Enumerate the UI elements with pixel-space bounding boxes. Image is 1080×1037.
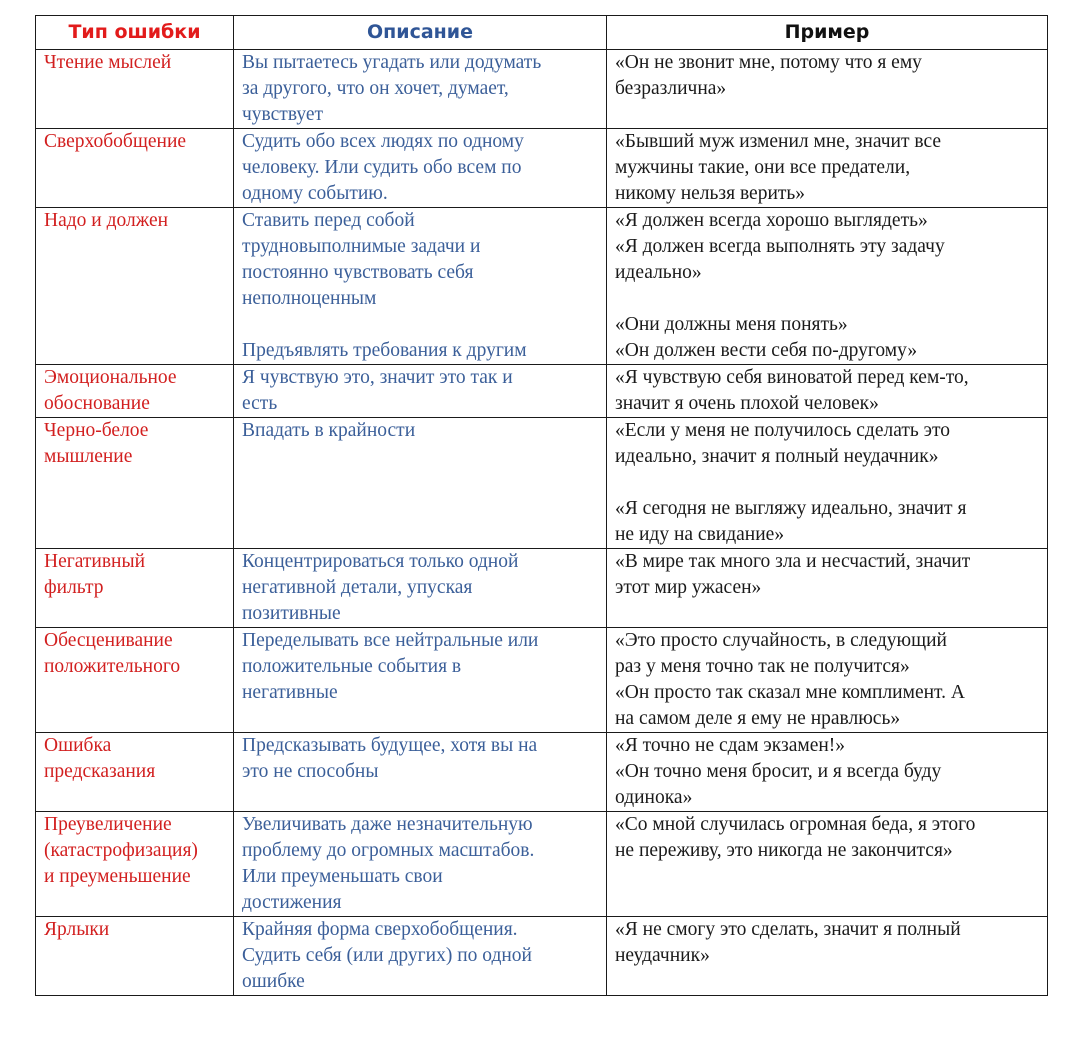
description-cell [234, 549, 607, 628]
text-line: «Я точно не сдам экзамен!» [615, 735, 846, 756]
example-cell [607, 129, 1048, 208]
text-line: Сверхобобщение [44, 131, 187, 152]
blank-line [615, 470, 1041, 496]
table-row [36, 733, 1048, 812]
text-line: «Я сегодня не выгляжу идеально, значит я [615, 498, 967, 519]
text-line: (катастрофизация) [44, 840, 198, 861]
text-line: достижения [242, 892, 342, 913]
text-line: раз у меня точно так не получится» [615, 656, 910, 677]
error-type-cell [36, 50, 234, 129]
text-line: Ошибка [44, 735, 112, 756]
example-cell [607, 365, 1048, 418]
text-line: это не способны [242, 761, 379, 782]
description-cell [234, 365, 607, 418]
text-line: значит я очень плохой человек» [615, 393, 879, 414]
text-line: не переживу, это никогда не закончится» [615, 840, 953, 861]
text-line: неполноценным [242, 288, 377, 309]
error-type-cell [36, 129, 234, 208]
example-cell [607, 917, 1048, 996]
text-line: Эмоциональное [44, 367, 177, 388]
table-row [36, 129, 1048, 208]
text-line: Предсказывать будущее, хотя вы на [242, 735, 538, 756]
text-line: «Он не звонит мне, потому что я ему [615, 52, 922, 73]
text-line: Негативный [44, 551, 146, 572]
text-line: «Бывший муж изменил мне, значит все [615, 131, 942, 152]
error-type-cell [36, 365, 234, 418]
text-line: Вы пытаетесь угадать или додумать [242, 52, 542, 73]
blank-line [615, 286, 1041, 312]
text-line: положительного [44, 656, 181, 677]
text-line: «Если у меня не получилось сделать это [615, 420, 951, 441]
table-row [36, 549, 1048, 628]
text-line: Чтение мыслей [44, 52, 172, 73]
description-cell [234, 418, 607, 549]
text-line: фильтр [44, 577, 104, 598]
text-line: «В мире так много зла и несчастий, значит [615, 551, 971, 572]
description-cell [234, 208, 607, 365]
text-line: Предъявлять требования к другим [242, 340, 527, 361]
text-line: этот мир ужасен» [615, 577, 762, 598]
text-line: предсказания [44, 761, 156, 782]
text-line: за другого, что он хочет, думает, [242, 78, 509, 99]
example-cell [607, 418, 1048, 549]
text-line: Впадать в крайности [242, 420, 416, 441]
text-line: «Я должен всегда хорошо выглядеть» [615, 210, 928, 231]
description-cell [234, 50, 607, 129]
error-type-cell [36, 549, 234, 628]
text-line: Крайняя форма сверхобобщения. [242, 919, 518, 940]
text-line: Или преуменьшать свои [242, 866, 443, 887]
example-cell [607, 549, 1048, 628]
text-line: «Я должен всегда выполнять эту задачу [615, 236, 945, 257]
example-cell [607, 208, 1048, 365]
text-line: Ярлыки [44, 919, 110, 940]
text-line: неудачник» [615, 945, 710, 966]
table-row [36, 208, 1048, 365]
table-row [36, 50, 1048, 129]
text-line: Судить обо всех людях по одному [242, 131, 524, 152]
text-line: негативной детали, упуская [242, 577, 473, 598]
text-line: мужчины такие, они все предатели, [615, 157, 911, 178]
text-line: мышление [44, 446, 133, 467]
header-description: Описание [234, 16, 607, 50]
text-line: «Это просто случайность, в следующий [615, 630, 947, 651]
text-line: человеку. Или судить обо всем по [242, 157, 522, 178]
text-line: и преуменьшение [44, 866, 191, 887]
text-line: Переделывать все нейтральные или [242, 630, 539, 651]
text-line: Судить себя (или других) по одной [242, 945, 532, 966]
text-line: постоянно чувствовать себя [242, 262, 474, 283]
text-line: «Я чувствую себя виноватой перед кем-то, [615, 367, 969, 388]
text-line: Я чувствую это, значит это так и [242, 367, 513, 388]
example-cell [607, 50, 1048, 129]
text-line: идеально, значит я полный неудачник» [615, 446, 939, 467]
text-line: «Он должен вести себя по-другому» [615, 340, 918, 361]
text-line: не иду на свидание» [615, 524, 785, 545]
text-line: трудновыполнимые задачи и [242, 236, 481, 257]
text-line: обоснование [44, 393, 150, 414]
text-line: негативные [242, 682, 338, 703]
text-line: «Он точно меня бросит, и я всегда буду [615, 761, 942, 782]
text-line: Ставить перед собой [242, 210, 415, 231]
cognitive-errors-table [35, 15, 1048, 996]
error-type-cell [36, 208, 234, 365]
table-row [36, 365, 1048, 418]
error-type-cell [36, 418, 234, 549]
example-cell [607, 812, 1048, 917]
error-type-cell [36, 733, 234, 812]
text-line: Преувеличение [44, 814, 172, 835]
description-cell [234, 628, 607, 733]
error-type-cell [36, 628, 234, 733]
text-line: одинока» [615, 787, 693, 808]
text-line: «Они должны меня понять» [615, 314, 848, 335]
description-cell [234, 812, 607, 917]
header-type: Тип ошибки [36, 16, 234, 50]
description-cell [234, 129, 607, 208]
description-cell [234, 917, 607, 996]
blank-line [242, 312, 600, 338]
text-line: «Он просто так сказал мне комплимент. А [615, 682, 965, 703]
text-line: чувствует [242, 104, 324, 125]
text-line: «Со мной случилась огромная беда, я этого [615, 814, 976, 835]
text-line: Концентрироваться только одной [242, 551, 519, 572]
text-line: безразлична» [615, 78, 727, 99]
error-type-cell [36, 917, 234, 996]
text-line: положительные события в [242, 656, 462, 677]
error-type-cell [36, 812, 234, 917]
text-line: есть [242, 393, 278, 414]
header-example: Пример [607, 16, 1048, 50]
example-cell [607, 628, 1048, 733]
text-line: Черно-белое [44, 420, 149, 441]
text-line: проблему до огромных масштабов. [242, 840, 535, 861]
text-line: Увеличивать даже незначительную [242, 814, 533, 835]
table-row [36, 917, 1048, 996]
description-cell [234, 733, 607, 812]
text-line: идеально» [615, 262, 702, 283]
table-row [36, 812, 1048, 917]
example-cell [607, 733, 1048, 812]
header-row [36, 16, 1048, 50]
text-line: на самом деле я ему не нравлюсь» [615, 708, 901, 729]
text-line: Надо и должен [44, 210, 169, 231]
table-row [36, 418, 1048, 549]
text-line: позитивные [242, 603, 341, 624]
text-line: ошибке [242, 971, 305, 992]
text-line: одному событию. [242, 183, 388, 204]
table-row [36, 628, 1048, 733]
text-line: никому нельзя верить» [615, 183, 806, 204]
text-line: Обесценивание [44, 630, 173, 651]
text-line: «Я не смогу это сделать, значит я полный [615, 919, 961, 940]
